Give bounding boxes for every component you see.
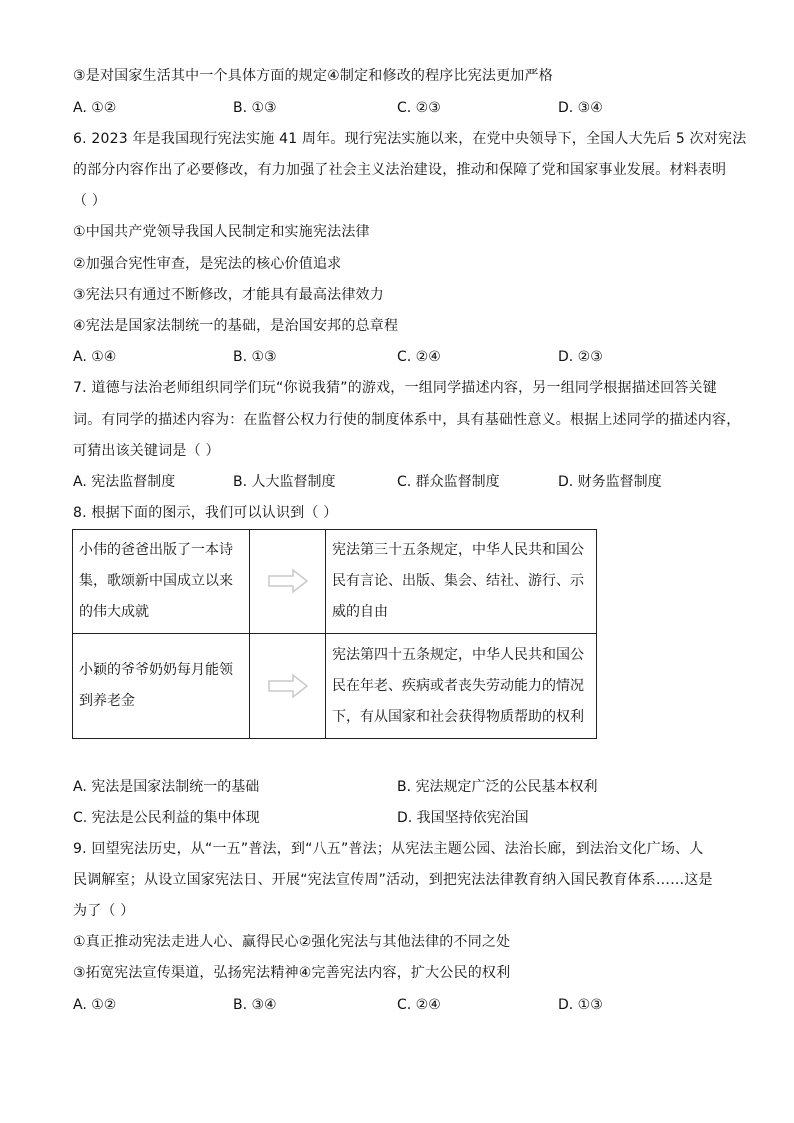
option-d[interactable]: D. ①③ — [558, 997, 603, 1013]
option-d[interactable]: D. 我国坚持依宪治国 — [397, 810, 529, 826]
question-9-stem: 民调解室；从设立国家宪法日、开展“宪法宣传周”活动，到把宪法法律教育纳入国民教育体系……这是 — [73, 872, 713, 888]
right-arrow-icon — [267, 568, 309, 594]
option-b[interactable]: B. ①③ — [233, 100, 277, 116]
arrow-cell — [250, 634, 326, 739]
article-text: 民在年老、疾病或者丧失劳动能力的情况 — [332, 677, 584, 694]
option-b[interactable]: B. ③④ — [233, 997, 277, 1013]
question-8-stem: 8. 根据下面的图示，我们可以认识到（ ） — [73, 505, 338, 521]
statement-line: ③拓宽宪法宣传渠道，弘扬宪法精神④完善宪法内容，扩大公民的权利 — [73, 965, 511, 981]
answer-blank: （ ） — [73, 193, 107, 209]
table-row — [73, 634, 597, 739]
illustration-table — [72, 529, 597, 739]
option-d[interactable]: D. 财务监督制度 — [558, 474, 662, 490]
question-9-stem: 9. 回望宪法历史，从“一五”普法，到“八五”普法；从宪法主题公园、法治长廊，到法治文化广场、人 — [73, 841, 704, 857]
option-b[interactable]: B. 人大监督制度 — [233, 474, 336, 490]
option-a[interactable]: A. 宪法是国家法制统一的基础 — [73, 779, 260, 795]
article-text: 宪法第三十五条规定，中华人民共和国公 — [332, 542, 584, 558]
constitution-cell — [326, 530, 597, 634]
case-text: 到养老金 — [79, 693, 135, 709]
option-c[interactable]: C. 宪法是公民利益的集中体现 — [73, 810, 260, 826]
option-a[interactable]: A. ①② — [73, 100, 117, 116]
option-c[interactable]: C. 群众监督制度 — [397, 474, 500, 490]
question-7-stem: 词。有同学的描述内容为：在监督公权力行使的制度体系中，具有基础性意义。根据上述同学的描述内容， — [73, 412, 741, 428]
question-6-stem: 6. 2023 年是我国现行宪法实施 41 周年。现行宪法实施以来，在党中央领导下，全国人大先后 5 次对宪法 — [73, 131, 747, 147]
option-d[interactable]: D. ③④ — [558, 100, 603, 116]
article-text: 下，有从国家和社会获得物质帮助的权利 — [332, 708, 584, 725]
statement-line: ①真正推动宪法走进人心、赢得民心②强化宪法与其他法律的不同之处 — [73, 934, 511, 950]
question-9-stem: 为了（ ） — [73, 903, 135, 919]
statement-line: ③是对国家生活其中一个具体方面的规定④制定和修改的程序比宪法更加严格 — [73, 68, 553, 84]
statement-3: ③宪法只有通过不断修改，才能具有最高法律效力 — [73, 287, 384, 303]
statement-1: ①中国共产党领导我国人民制定和实施宪法法律 — [73, 224, 370, 240]
case-text: 集，歌颂新中国成立以来 — [79, 573, 233, 589]
option-a[interactable]: A. ①④ — [73, 349, 117, 365]
article-text: 宪法第四十五条规定，中华人民共和国公 — [332, 646, 584, 663]
case-cell — [73, 530, 250, 634]
option-b[interactable]: B. 宪法规定广泛的公民基本权利 — [397, 779, 598, 795]
option-a[interactable]: A. ①② — [73, 997, 117, 1013]
case-cell — [73, 634, 250, 739]
article-text: 民有言论、出版、集会、结社、游行、示 — [332, 573, 584, 589]
case-text: 的伟大成就 — [79, 604, 149, 620]
option-c[interactable]: C. ②④ — [397, 997, 441, 1013]
option-a[interactable]: A. 宪法监督制度 — [73, 474, 176, 490]
question-7-stem: 7. 道德与法治老师组织同学们玩“你说我猜”的游戏，一组同学描述内容，另一组同学根据描述回答关键 — [73, 380, 717, 396]
option-b[interactable]: B. ①③ — [233, 349, 277, 365]
article-text: 威的自由 — [332, 604, 388, 620]
right-arrow-icon — [267, 673, 309, 699]
question-6-stem: 的部分内容作出了必要修改，有力加强了社会主义法治建设，推动和保障了党和国家事业发展。材料表明 — [73, 162, 727, 178]
option-c[interactable]: C. ②③ — [397, 100, 441, 116]
constitution-cell — [326, 634, 597, 739]
option-d[interactable]: D. ②③ — [558, 349, 603, 365]
option-c[interactable]: C. ②④ — [397, 349, 441, 365]
table-row — [73, 530, 597, 634]
case-text: 小颖的爷爷奶奶每月能领 — [79, 662, 233, 678]
arrow-cell — [250, 530, 326, 634]
statement-2: ②加强合宪性审查，是宪法的核心价值追求 — [73, 256, 342, 272]
case-text: 小伟的爸爸出版了一本诗 — [79, 542, 233, 558]
statement-4: ④宪法是国家法制统一的基础，是治国安邦的总章程 — [73, 318, 399, 334]
question-7-stem: 可猜出该关键词是（ ） — [73, 443, 220, 459]
